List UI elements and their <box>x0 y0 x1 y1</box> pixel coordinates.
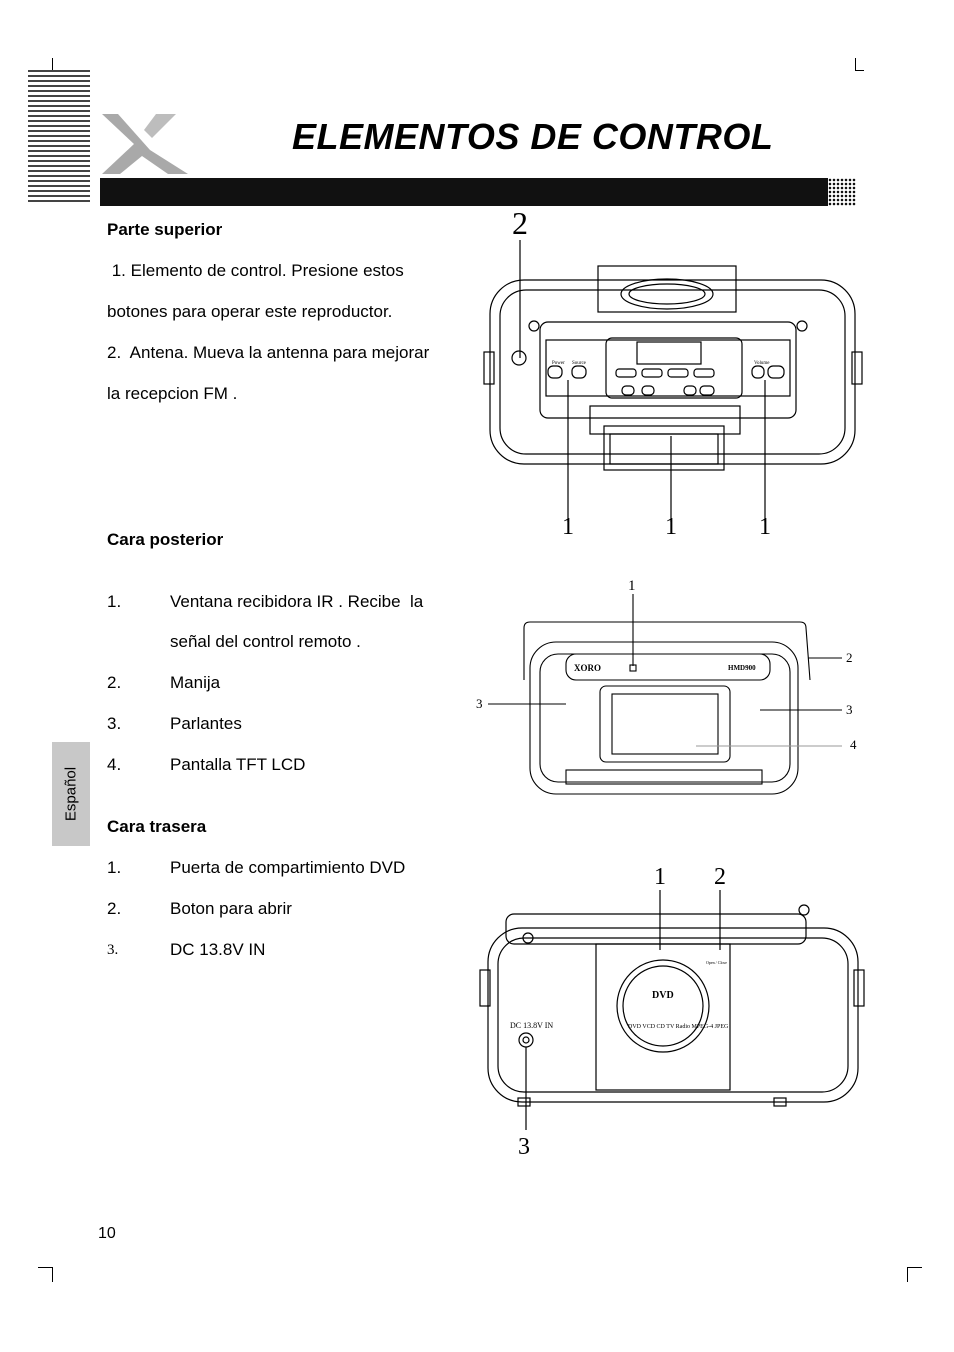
callout-2: 2 <box>846 650 853 665</box>
crop-mark-bottom-right <box>907 1267 922 1282</box>
dvd-logo: DVD <box>652 990 674 1001</box>
callout-1: 1 <box>628 578 636 594</box>
callout-3-right: 3 <box>846 702 853 717</box>
brand-label: XORO <box>574 663 601 673</box>
front-item-num: 4. <box>107 755 122 774</box>
disc-ring-text: DVD VCD CD TV Radio MPEG-4 JPEG <box>628 1024 729 1030</box>
front-item-text: Pantalla TFT LCD <box>170 755 306 774</box>
volume-label: Volume <box>754 361 770 366</box>
back-item-num: 1. <box>107 858 122 877</box>
crop-mark-top-right <box>855 58 864 71</box>
rear-view-figure <box>462 858 882 1158</box>
header-stripes <box>28 70 90 202</box>
front-item-text: Ventana recibidora IR . Recibe la <box>170 592 424 611</box>
source-label: Source <box>572 361 586 366</box>
top-line-2: botones para operar este reproductor. <box>107 302 393 321</box>
callout-1a: 1 <box>562 514 574 540</box>
callout-4: 4 <box>850 737 857 752</box>
callout-1c: 1 <box>759 514 771 540</box>
callout-1: 1 <box>654 864 666 890</box>
top-line-4: la recepcion FM . <box>107 384 238 403</box>
page-title: ELEMENTOS DE CONTROL <box>292 116 774 157</box>
callout-3-left: 3 <box>476 696 483 711</box>
back-item-text: Boton para abrir <box>170 899 292 918</box>
language-tab <box>52 742 90 846</box>
front-view-figure <box>470 570 870 805</box>
front-item-num: 3. <box>107 714 122 733</box>
xoro-logo-icon <box>96 106 196 176</box>
dc-in-label: DC 13.8V IN <box>510 1021 554 1030</box>
top-line-3: 2. Antena. Mueva la antenna para mejorar <box>107 343 430 362</box>
front-item-num: 2. <box>107 673 122 692</box>
section-heading-front: Cara posterior <box>107 530 224 549</box>
front-item-text: Parlantes <box>170 714 242 733</box>
front-item-text: Manija <box>170 673 221 692</box>
callout-2: 2 <box>512 205 528 241</box>
top-line-1: 1. Elemento de control. Presione estos <box>107 261 404 280</box>
model-label: HMD900 <box>728 664 756 672</box>
power-label: Power <box>552 361 565 366</box>
crop-mark-bottom-left <box>38 1267 53 1282</box>
top-view-figure <box>462 200 882 545</box>
back-item-text: DC 13.8V IN <box>170 940 266 959</box>
section-heading-back: Cara trasera <box>107 817 207 836</box>
callout-3: 3 <box>518 1134 530 1158</box>
front-item-text: señal del control remoto . <box>170 632 361 651</box>
callout-1b: 1 <box>665 514 677 540</box>
front-item-num: 1. <box>107 592 122 611</box>
section-heading-top: Parte superior <box>107 220 223 239</box>
open-label: Open / Close <box>706 960 727 965</box>
page-number: 10 <box>98 1225 116 1242</box>
back-item-num: 3. <box>107 942 119 958</box>
back-item-text: Puerta de compartimiento DVD <box>170 858 406 877</box>
back-item-num: 2. <box>107 899 122 918</box>
callout-2: 2 <box>714 864 726 890</box>
language-tab-label: Español <box>62 766 80 822</box>
